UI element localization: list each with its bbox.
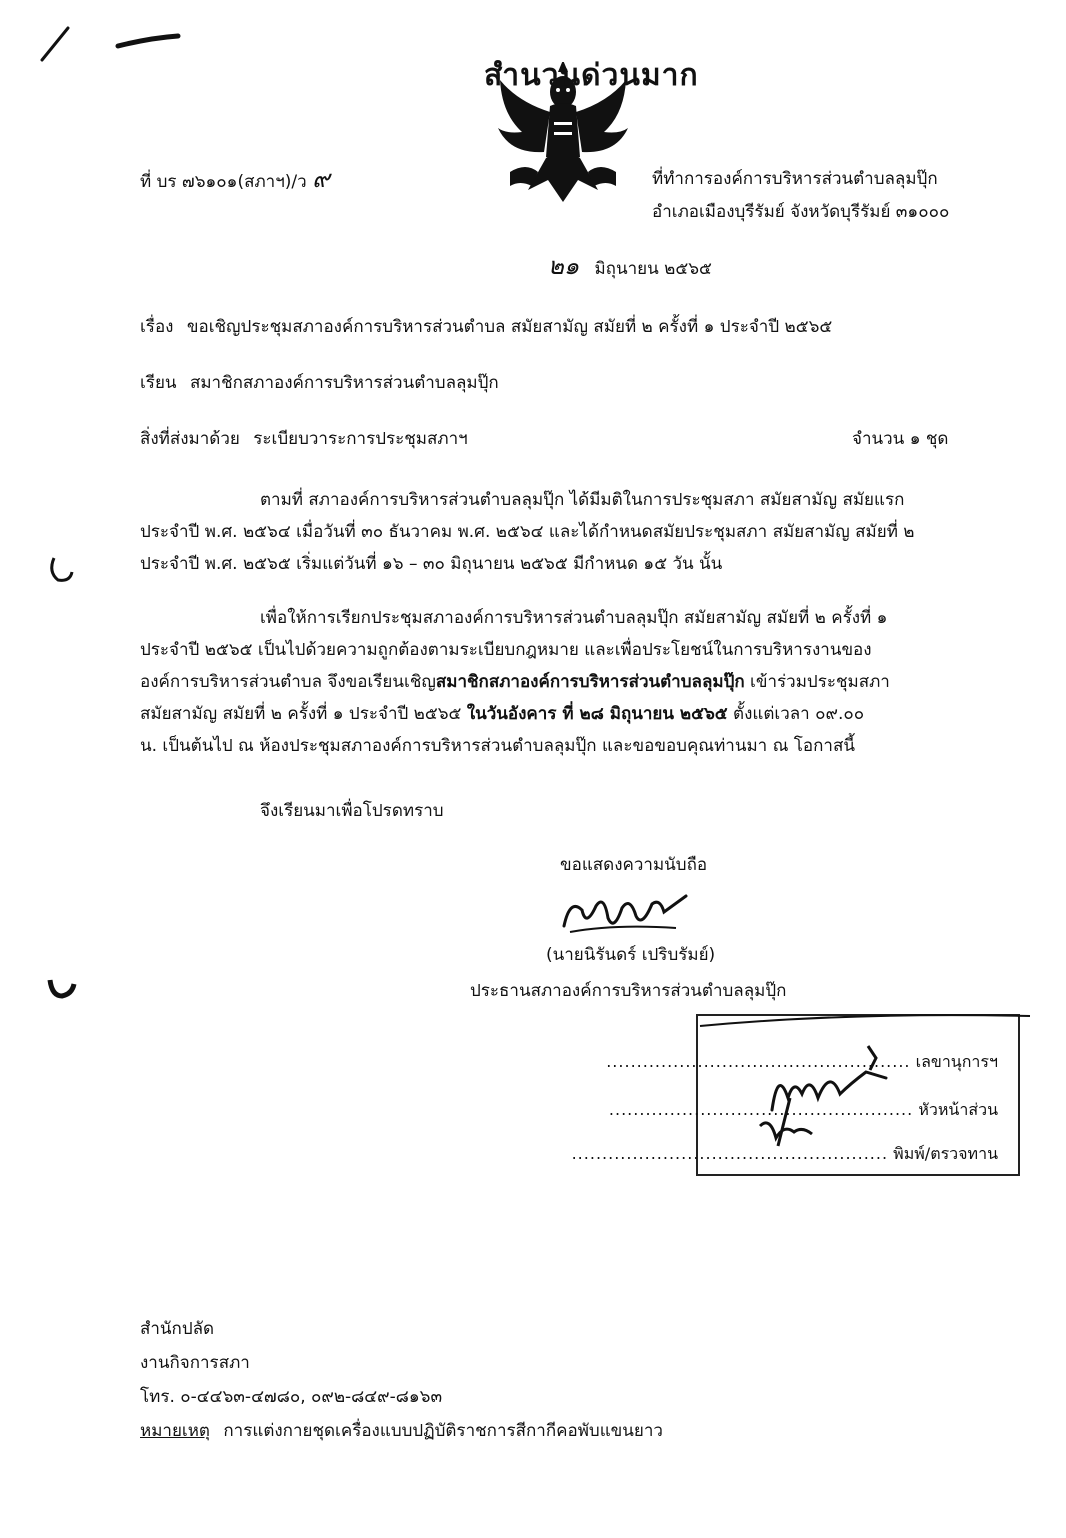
paragraph-2-line-4 bbox=[140, 698, 890, 730]
approval-label: เลขานุการฯ bbox=[915, 1052, 998, 1071]
document-number bbox=[140, 165, 330, 193]
footer-note bbox=[140, 1420, 663, 1442]
punch-hole-top bbox=[44, 552, 78, 586]
office-address-line1: ที่ทำการองค์การบริหารส่วนตำบลลุมปุ๊ก bbox=[652, 169, 938, 189]
note-label: หมายเหตุ bbox=[140, 1421, 210, 1441]
line-3-part-c: เข้าร่วมประชุมสภา bbox=[744, 672, 890, 692]
addressee-label: เรียน bbox=[140, 373, 177, 393]
addressee-line bbox=[140, 372, 499, 394]
date-month-year: มิถุนายน ๒๕๖๕ bbox=[594, 259, 712, 279]
meeting-date-bold: ในวันอังคาร ที่ ๒๘ มิถุนายน ๒๕๖๕ bbox=[466, 704, 728, 724]
signer-position: ประธานสภาองค์การบริหารส่วนตำบลลุมปุ๊ก bbox=[470, 981, 787, 1001]
paragraph-1-line-3: ประจำปี พ.ศ. ๒๕๖๕ เริ่มแต่วันที่ ๑๖ – ๓๐ มิถุนายน ๒๕๖๕ มีกำหนด ๑๕ วัน นั้น bbox=[140, 554, 723, 574]
subject-text: ขอเชิญประชุมสภาองค์การบริหารส่วนตำบล สมัยสามัญ สมัยที่ ๒ ครั้งที่ ๑ ประจำปี ๒๕๖๕ bbox=[186, 317, 833, 337]
approval-dots: .................................................... bbox=[571, 1144, 889, 1163]
approval-label: หัวหน้าส่วน bbox=[918, 1100, 998, 1119]
paragraph-1-line-1: ตามที่ สภาองค์การบริหารส่วนตำบลลุมปุ๊ก ได้มีมติในการประชุมสภา สมัยสามัญ สมัยแรก bbox=[260, 490, 905, 510]
pen-marks bbox=[20, 20, 200, 70]
line-4-part-c: ตั้งแต่เวลา ๐๙.๐๐ bbox=[727, 704, 865, 724]
office-address-line2: อำเภอเมืองบุรีรัมย์ จังหวัดบุรีรัมย์ ๓๑๐๐๐ bbox=[652, 202, 950, 222]
note-text: การแต่งกายชุดเครื่องแบบปฏิบัติราชการสีกากีคอพับแขนยาว bbox=[223, 1421, 663, 1441]
paragraph-1-line-2: ประจำปี พ.ศ. ๒๕๖๔ เมื่อวันที่ ๓๐ ธันวาคม พ.ศ. ๒๕๖๔ และได้กำหนดสมัยประชุมสภา สมัยสามัญ สมัยที่ ๒ bbox=[140, 522, 915, 542]
footer-phone: โทร. ๐-๔๔๖๓-๔๗๘๐, ๐๙๒-๘๔๙-๘๑๖๓ bbox=[140, 1387, 443, 1407]
subject-line bbox=[140, 316, 832, 338]
regards-text: ขอแสดงความนับถือ bbox=[560, 855, 708, 875]
paragraph-2-line-5: น. เป็นต้นไป ณ ห้องประชุมสภาองค์การบริหารส่วนตำบลลุมปุ๊ก และขอขอบคุณท่านมา ณ โอกาสนี้ bbox=[140, 736, 855, 756]
paragraph-2-line-1: เพื่อให้การเรียกประชุมสภาองค์การบริหารส่วนตำบลลุมปุ๊ก สมัยสามัญ สมัยที่ ๒ ครั้งที่ ๑ bbox=[260, 608, 888, 628]
line-3-part-a: องค์การบริหารส่วนตำบล จึงขอเรียนเชิญ bbox=[140, 672, 436, 692]
urgency-stamp: สำนวนด่วนมาก bbox=[484, 58, 699, 93]
invitee-bold: สมาชิกสภาองค์การบริหารส่วนตำบลลุมปุ๊ก bbox=[435, 672, 745, 692]
approval-dots: .................................................. bbox=[608, 1100, 914, 1119]
line-4-part-a: สมัยสามัญ สมัยที่ ๒ ครั้งที่ ๑ ประจำปี ๒๕๖๕ bbox=[140, 704, 467, 724]
attachment-quantity: จำนวน ๑ ชุด bbox=[852, 429, 949, 449]
body-paragraph-2 bbox=[140, 602, 890, 762]
closing-text: จึงเรียนมาเพื่อโปรดทราบ bbox=[260, 801, 444, 821]
date-day-handwritten: ๒๑ bbox=[548, 252, 580, 280]
document-date bbox=[548, 252, 712, 280]
subject-label: เรื่อง bbox=[140, 317, 174, 337]
approval-label: พิมพ์/ตรวจทาน bbox=[893, 1144, 998, 1163]
attachment-line bbox=[140, 428, 468, 450]
addressee-text: สมาชิกสภาองค์การบริหารส่วนตำบลลุมปุ๊ก bbox=[189, 373, 499, 393]
document-number-text: ที่ บร ๗๖๑๐๑(สภาฯ)/ว bbox=[140, 172, 307, 192]
attachment-text: ระเบียบวาระการประชุมสภาฯ bbox=[253, 429, 468, 449]
footer-section: งานกิจการสภา bbox=[140, 1353, 250, 1373]
chairman-signature bbox=[556, 888, 696, 940]
footer-department: สำนักปลัด bbox=[140, 1319, 215, 1339]
body-paragraph-1 bbox=[140, 484, 915, 580]
approval-initials bbox=[690, 998, 1040, 1158]
paragraph-2-line-3 bbox=[140, 666, 890, 698]
document-number-handwritten: ๙ bbox=[312, 165, 330, 193]
punch-hole-bottom bbox=[44, 972, 78, 1006]
approval-dots: .................................................. bbox=[606, 1052, 911, 1071]
paragraph-2-line-2: ประจำปี ๒๕๖๕ เป็นไปด้วยความถูกต้องตามระเบียบกฎหมาย และเพื่อประโยชน์ในการบริหารงานของ bbox=[140, 640, 872, 660]
attachment-label: สิ่งที่ส่งมาด้วย bbox=[140, 429, 240, 449]
signer-name: (นายนิรันดร์ เปริบรัมย์) bbox=[546, 945, 716, 965]
